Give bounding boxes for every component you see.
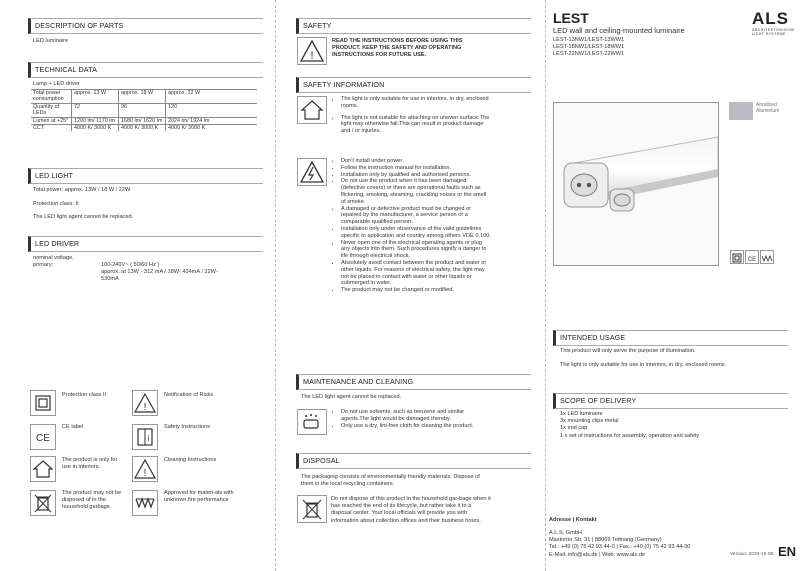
safety-info-group2: • Don't install under power. • Follow the instruction manual for installation. • Installation only by qualified and authorised persons. • Do not use the product when it has been damaged (defective covers) or there are operational faults such as flickering, smoking, steaming, crackling noises or the smell of smoke. • A damaged or defective product must be changed or repaired by the manufacturer, a service person or a comparable qualified person. • Installation only under observance of the valid guidelines specific to application and country among others VDE 0.100. • Never open one of the electrical operating agents or plug any objects into them. Such procedures signify a danger to life through electrical shock. • Absolutely avoid contact between the product and water or other liquids. For reasons of electrical safety, the light may not be placed in contact with water or other liquids or submerged in water. • The product may not be changed or modified. bbox=[331, 158, 491, 294]
section-header-intended-usage: INTENDED USAGE bbox=[553, 330, 788, 346]
language-label: EN bbox=[778, 544, 797, 559]
driver-value-2: approx. at 13W - 312 mA / 18W- 424mA / 22W- 530mA bbox=[101, 269, 218, 283]
product-models: LEST-13NW1/LEST-13WW1 LEST-18NW1/LEST-18WW1 LEST-22NW1/LEST-22WW1 bbox=[553, 37, 625, 58]
table-row: CCT 4000 K/ 3000 K 4000 K/ 3000 K 4000 K/ 3000 K bbox=[31, 125, 257, 132]
safety-info-group1: • The light is only suitable for use in interiors, in dry, enclosed rooms. • The light is not suitable for attaching on uneven surface.The light may otherwise fall.This can result in product damage and / or injuries. bbox=[331, 96, 491, 135]
technical-subtitle: Lamp + LED driver bbox=[33, 81, 80, 87]
furniture-icon bbox=[132, 490, 158, 516]
fold-line bbox=[545, 0, 546, 571]
bin-icon bbox=[30, 490, 56, 516]
ce-icon bbox=[745, 250, 759, 264]
safety-text: READ THE INSTRUCTIONS BEFORE USING THIS PRODUCT. KEEP THE SAFETY AND OPERATING INSTRUCTIONS FOR FUTURE USE. bbox=[332, 38, 463, 59]
house-icon bbox=[297, 96, 327, 124]
cleaning-icon bbox=[297, 409, 327, 435]
warning-icon bbox=[132, 390, 158, 416]
fold-line bbox=[275, 0, 276, 571]
table-row: Lumen at +25° 1200 lm/ 1170 lm 1680 lm/ 1620 lm 2024 lm/ 1924 lm bbox=[31, 117, 257, 124]
svg-text:!: ! bbox=[143, 402, 147, 413]
parts-item: LED luminaire bbox=[33, 38, 69, 44]
house-icon bbox=[30, 456, 56, 482]
cleaning-icon bbox=[132, 456, 158, 482]
ce-icon bbox=[30, 424, 56, 450]
warning-icon bbox=[297, 37, 327, 65]
disposal-text2: Do not dispose of this product in the household gar-bage when it has reached the end of its lifecycle, but rather take it to a disposal center. Your local officials will provide you with information about collection offices and their business hours. bbox=[331, 496, 491, 524]
brand-logo: ALS ARCHITEKTONISCHE LICHT SYSTEME bbox=[752, 9, 796, 36]
svg-text:CE: CE bbox=[747, 257, 757, 263]
section-header-description: DESCRIPTION OF PARTS bbox=[28, 18, 263, 34]
led-protection: Protection class: II bbox=[33, 201, 79, 207]
book-icon bbox=[132, 424, 158, 450]
product-subtitle: LED wall and ceiling-mounted luminaire bbox=[553, 26, 685, 35]
table-row: Quantity of LEDs 72 96 120 bbox=[31, 103, 257, 117]
product-image bbox=[553, 102, 719, 266]
furniture-icon bbox=[760, 250, 774, 264]
svg-text:!: ! bbox=[143, 468, 147, 479]
maintenance-list: • Do not use solvents, such as benzene and similar agents.The light would be damaged thereby. • Only use a dry, lint-free cloth for cleaning the product. bbox=[331, 409, 491, 429]
protection-class-icon bbox=[30, 390, 56, 416]
section-header-safety: SAFETY bbox=[296, 18, 531, 34]
technical-table bbox=[31, 89, 257, 131]
svg-text:CE: CE bbox=[36, 433, 50, 444]
finish-label: Anodized Aluminium bbox=[756, 102, 780, 114]
svg-text:!: ! bbox=[310, 50, 314, 62]
address-title: Adresse | Kontakt bbox=[549, 517, 597, 523]
finish-swatch bbox=[729, 102, 753, 120]
address-block: A.L.S. GmbH Mastorter Str. 31 | 88069 Tettnang (Germany) Tel.: +49 (0) 75 42 93 44-0 | Fax.: +49 (0) 75 42 93 44-30 E-Mail: info@als.de | Web: www.als.de bbox=[549, 530, 691, 558]
section-header-safety-info: SAFETY INFORMATION bbox=[296, 77, 531, 93]
section-header-led-light: LED LIGHT bbox=[28, 168, 263, 184]
led-agent: The LED light agent cannot be replaced. bbox=[33, 214, 134, 220]
section-header-scope: SCOPE OF DELIVERY bbox=[553, 393, 788, 409]
electric-hazard-icon bbox=[297, 158, 327, 186]
svg-text:i: i bbox=[147, 434, 150, 443]
intended-text1: This product will only serve the purpose of illumination. bbox=[560, 348, 696, 354]
scope-list: 1x LED luminaire 3x mounting clips metal 1x end cap 1 x set of instructions for assembly, operation and safety bbox=[560, 411, 700, 439]
section-header-technical: TECHNICAL DATA bbox=[28, 62, 263, 78]
intended-text2: The light is only suitable for use in interiors, in dry, enclosed rooms. bbox=[560, 362, 727, 368]
version-label: Version: 2020-10-08 bbox=[730, 552, 774, 557]
driver-label: nominal voltage, primary: bbox=[33, 255, 74, 269]
driver-value-1: 100-240V~ ( 50/60 Hz ) bbox=[101, 262, 160, 268]
protection-class-icon bbox=[730, 250, 744, 264]
table-row: Total power consumption approx. 13 W approx. 18 W approx. 22 W bbox=[31, 90, 257, 104]
section-header-maintenance: MAINTENANCE AND CLEANING bbox=[296, 374, 531, 390]
led-power: Total power: approx. 13W / 18 W / 22W bbox=[33, 187, 131, 193]
bin-icon bbox=[297, 495, 327, 523]
product-name: LEST bbox=[553, 10, 589, 26]
section-header-led-driver: LED DRIVER bbox=[28, 236, 263, 252]
section-header-disposal: DISPOSAL bbox=[296, 453, 531, 469]
disposal-text1: The packaging consists of environmentally friendly materials. Dispose of them in the local recycling containers. bbox=[301, 474, 480, 488]
maintenance-intro: The LED light agent cannot be replaced. bbox=[301, 394, 402, 400]
